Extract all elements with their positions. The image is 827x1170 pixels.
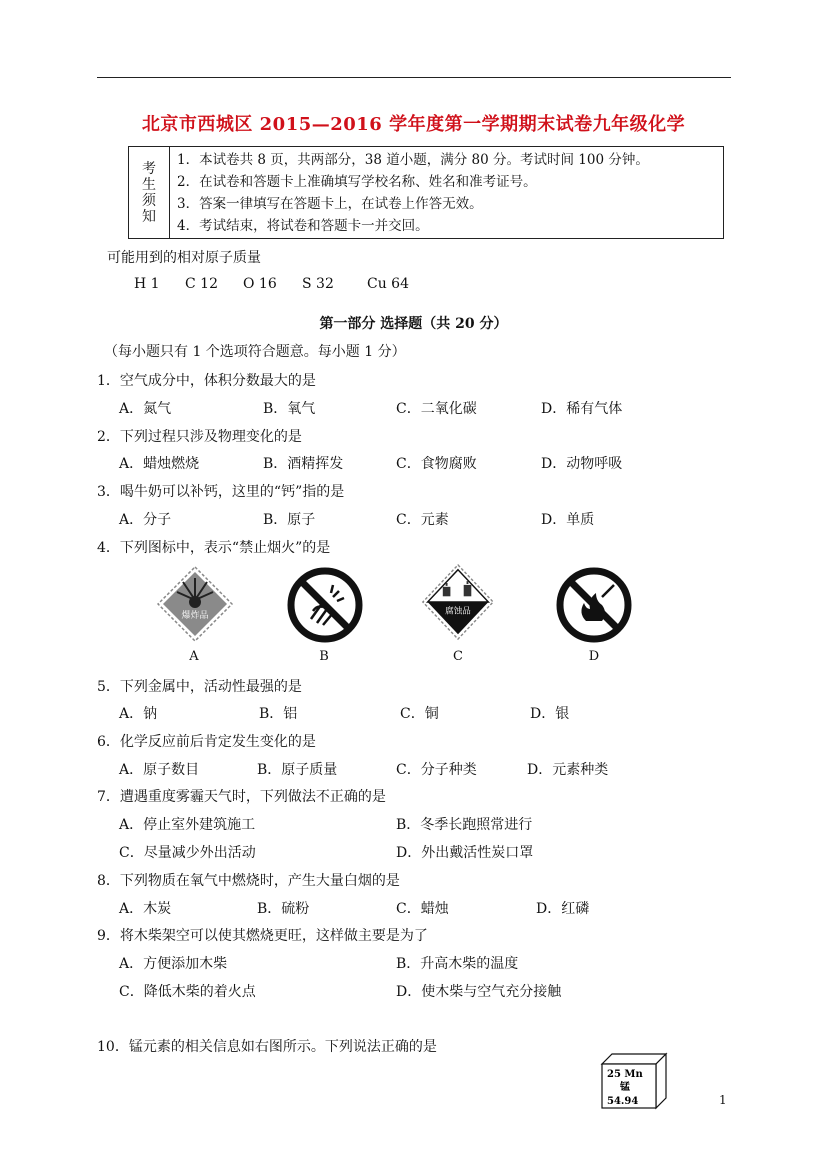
option-a: A．原子数目 (119, 762, 200, 778)
atomic-mass-title: 可能用到的相对原子质量 (107, 250, 261, 266)
corrosive-hazard-icon (420, 564, 496, 640)
notice-label-char: 考 (142, 160, 156, 177)
option-a: A．蜡烛燃烧 (119, 456, 200, 472)
option-c: C．铜 (400, 706, 439, 722)
icon-label-a: A (189, 649, 199, 664)
option-d: D．动物呼吸 (541, 456, 623, 472)
notice-label-char: 知 (142, 208, 156, 225)
question-stem: 2．下列过程只涉及物理变化的是 (97, 429, 302, 445)
question-stem: 9．将木柴架空可以使其燃烧更旺，这样做主要是为了 (97, 928, 428, 944)
option-c: C．蜡烛 (396, 901, 449, 917)
notice-label-char: 须 (142, 192, 156, 209)
atomic-mass-h: H 1 (134, 276, 160, 292)
atomic-mass-o: O 16 (243, 276, 277, 292)
option-c: C．元素 (396, 512, 449, 528)
icon-label-b: B (319, 649, 329, 664)
notice-item: 4．考试结束，将试卷和答题卡一并交回。 (177, 218, 429, 234)
element-info-card (598, 1050, 670, 1112)
notice-label (129, 147, 170, 238)
option-d: D．银 (530, 706, 570, 722)
icon-label-c: C (453, 649, 463, 664)
option-d: D．使木柴与空气充分接触 (396, 984, 562, 1000)
option-c: C．分子种类 (396, 762, 477, 778)
question-stem: 6．化学反应前后肯定发生变化的是 (97, 734, 316, 750)
option-c: C．尽量减少外出活动 (119, 845, 256, 861)
question-stem: 3．喝牛奶可以补钙，这里的“钙”指的是 (97, 484, 345, 500)
element-number-symbol: 25 Mn (607, 1069, 643, 1080)
option-d: D．元素种类 (527, 762, 609, 778)
option-a: A．氮气 (119, 401, 172, 417)
section-title: 第一部分 选择题（共 20 分） (319, 316, 508, 332)
option-d: D．稀有气体 (541, 401, 623, 417)
option-a: A．木炭 (119, 901, 172, 917)
question-stem: 7．遭遇重度雾霾天气时，下列做法不正确的是 (97, 789, 386, 805)
corrosive-label: 腐蚀品 (445, 606, 471, 617)
atomic-mass-cu: Cu 64 (367, 276, 409, 292)
question-stem: 4．下列图标中，表示“禁止烟火”的是 (97, 540, 331, 556)
notice-item: 2．在试卷和答题卡上准确填写学校名称、姓名和准考证号。 (177, 174, 537, 190)
option-b: B．升高木柴的温度 (396, 956, 519, 972)
option-a: A．分子 (119, 512, 172, 528)
header-rule (97, 77, 731, 78)
no-fireworks-icon (287, 567, 363, 643)
option-a: A．方便添加木柴 (119, 956, 228, 972)
question-stem: 10．锰元素的相关信息如右图所示。下列说法正确的是 (97, 1039, 437, 1055)
element-name: 锰 (620, 1082, 630, 1093)
option-b: B．硫粉 (257, 901, 310, 917)
notice-item: 3．答案一律填写在答题卡上，在试卷上作答无效。 (177, 196, 483, 212)
question-stem: 5．下列金属中，活动性最强的是 (97, 679, 302, 695)
option-d: D．外出戴活性炭口罩 (396, 845, 534, 861)
option-b: B．酒精挥发 (263, 456, 344, 472)
option-c: C．食物腐败 (396, 456, 477, 472)
question-stem: 1．空气成分中，体积分数最大的是 (97, 373, 316, 389)
option-b: B．冬季长跑照常进行 (396, 817, 533, 833)
option-c: C．二氧化碳 (396, 401, 477, 417)
icon-label-d: D (588, 649, 600, 664)
explosive-hazard-icon (157, 566, 233, 642)
notice-item: 1．本试卷共 8 页，共两部分，38 道小题，满分 80 分。考试时间 100 分钟。 (177, 152, 649, 168)
atomic-mass-s: S 32 (302, 276, 334, 292)
page-title: 北京市西城区 2015—2016 学年度第一学期期末试卷九年级化学 (141, 114, 686, 135)
explosive-label: 爆炸品 (181, 611, 209, 621)
page-number: 1 (719, 1093, 727, 1107)
option-d: D．单质 (541, 512, 595, 528)
exam-notice-box (128, 146, 724, 239)
option-d: D．红磷 (536, 901, 590, 917)
option-b: B．原子质量 (257, 762, 338, 778)
option-b: B．原子 (263, 512, 316, 528)
option-b: B．氧气 (263, 401, 316, 417)
option-b: B．铝 (259, 706, 298, 722)
option-a: A．停止室外建筑施工 (119, 817, 256, 833)
atomic-mass-c: C 12 (185, 276, 218, 292)
no-open-flame-icon (556, 567, 632, 643)
notice-label-char: 生 (142, 176, 156, 193)
section-note: （每小题只有 1 个选项符合题意。每小题 1 分） (104, 344, 406, 360)
element-mass: 54.94 (607, 1096, 639, 1107)
option-a: A．钠 (119, 706, 158, 722)
question-stem: 8．下列物质在氧气中燃烧时，产生大量白烟的是 (97, 873, 400, 889)
option-c: C．降低木柴的着火点 (119, 984, 256, 1000)
